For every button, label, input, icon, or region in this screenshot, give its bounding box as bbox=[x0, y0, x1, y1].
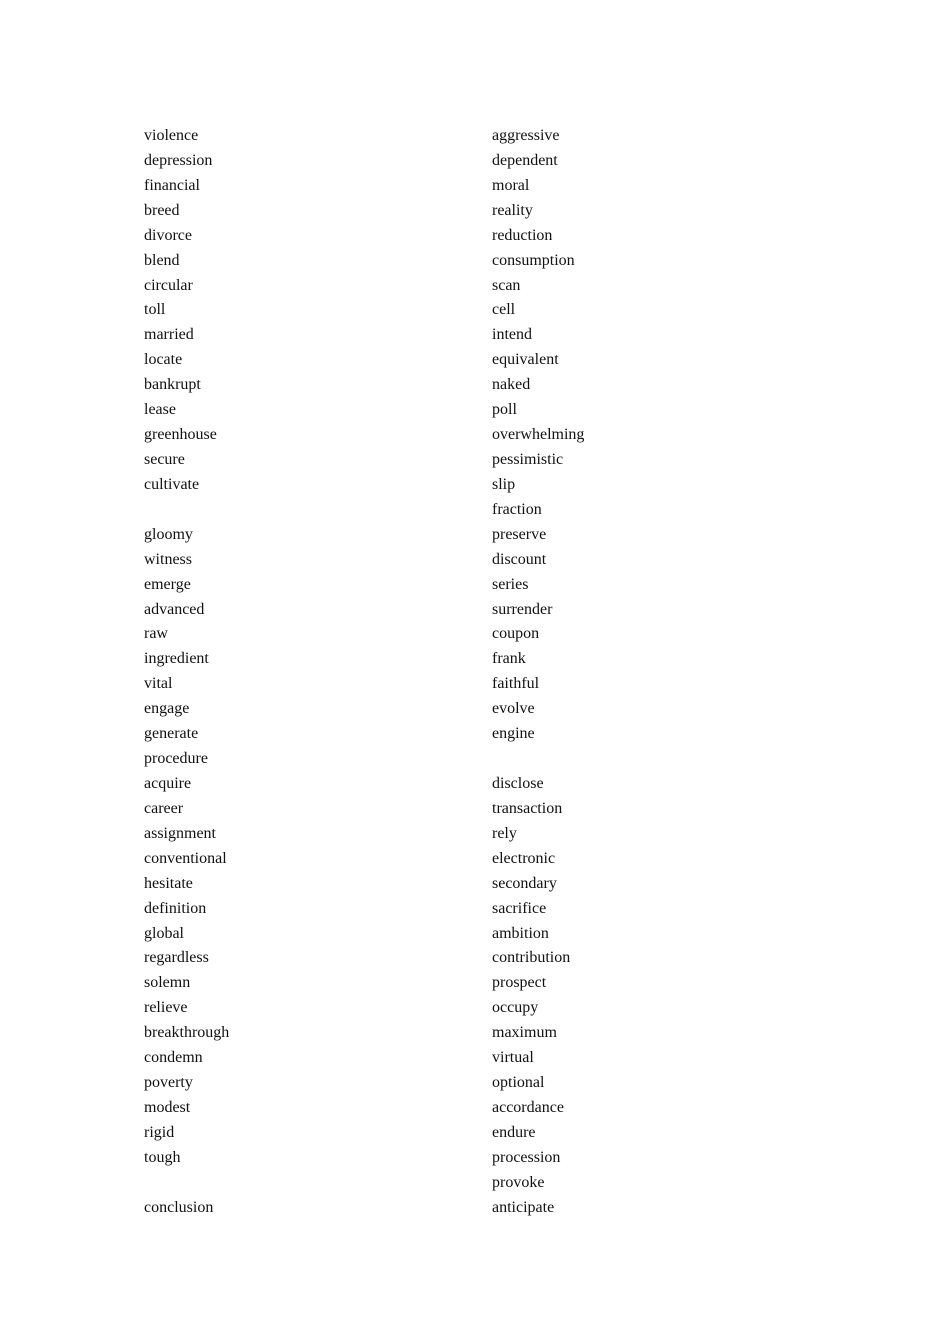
word-item: secure bbox=[144, 450, 185, 468]
word-item: naked bbox=[492, 376, 531, 394]
word-item: aggressive bbox=[492, 127, 560, 144]
word-item: witness bbox=[144, 550, 192, 568]
word-item: gloomy bbox=[144, 525, 193, 543]
word-item: occupy bbox=[492, 999, 539, 1017]
word-item: preserve bbox=[492, 525, 547, 543]
word-item: contribution bbox=[492, 949, 571, 967]
word-item: dependent bbox=[492, 151, 558, 169]
word-item: electronic bbox=[492, 849, 556, 867]
word-item: endure bbox=[492, 1123, 536, 1141]
word-item: slip bbox=[492, 475, 516, 493]
word-item: cultivate bbox=[144, 475, 200, 493]
word-item: assignment bbox=[144, 824, 216, 842]
word-item: financial bbox=[144, 176, 200, 194]
word-item: acquire bbox=[144, 774, 192, 792]
left-word-column bbox=[144, 124, 444, 1221]
word-item: frank bbox=[492, 650, 526, 668]
word-item: breakthrough bbox=[144, 1024, 230, 1042]
blank-line bbox=[144, 498, 444, 523]
word-item: provoke bbox=[492, 1173, 545, 1191]
word-item: greenhouse bbox=[144, 426, 217, 444]
word-item: accordance bbox=[492, 1098, 564, 1116]
word-item: divorce bbox=[144, 226, 192, 244]
word-item: secondary bbox=[492, 874, 557, 892]
word-item: circular bbox=[144, 276, 193, 294]
word-item: definition bbox=[144, 899, 207, 917]
word-item: series bbox=[492, 575, 529, 593]
word-item: pessimistic bbox=[492, 450, 564, 468]
word-item: overwhelming bbox=[492, 426, 585, 444]
word-item: hesitate bbox=[144, 874, 193, 892]
word-item: career bbox=[144, 799, 184, 817]
word-item: bankrupt bbox=[144, 376, 201, 394]
word-item: virtual bbox=[492, 1049, 534, 1067]
word-item: depression bbox=[144, 151, 213, 169]
word-item: equivalent bbox=[492, 351, 559, 369]
word-item: raw bbox=[144, 625, 168, 643]
word-item: locate bbox=[144, 351, 183, 369]
word-item: toll bbox=[144, 301, 166, 319]
word-item: faithful bbox=[492, 675, 540, 693]
word-item: disclose bbox=[492, 774, 544, 792]
word-item: transaction bbox=[492, 799, 563, 817]
word-item: anticipate bbox=[492, 1198, 555, 1216]
word-item: ambition bbox=[492, 924, 549, 942]
word-item: conclusion bbox=[144, 1198, 214, 1216]
word-item: married bbox=[144, 326, 194, 344]
word-item: maximum bbox=[492, 1024, 557, 1042]
word-item: fraction bbox=[492, 500, 542, 518]
word-item: global bbox=[144, 924, 184, 942]
word-item: surrender bbox=[492, 600, 553, 618]
word-item: modest bbox=[144, 1098, 191, 1116]
word-item: consumption bbox=[492, 251, 575, 269]
word-item: blend bbox=[144, 251, 180, 269]
word-item: relieve bbox=[144, 999, 188, 1017]
word-item: coupon bbox=[492, 625, 540, 643]
word-item: discount bbox=[492, 550, 547, 568]
word-item: regardless bbox=[144, 949, 209, 967]
word-item: violence bbox=[144, 127, 199, 144]
word-item: engage bbox=[144, 700, 190, 718]
word-item: rigid bbox=[144, 1123, 175, 1141]
blank-line bbox=[492, 747, 792, 772]
word-item: poverty bbox=[144, 1074, 193, 1092]
word-item: emerge bbox=[144, 575, 191, 593]
word-item: cell bbox=[492, 301, 516, 319]
word-item: intend bbox=[492, 326, 532, 344]
word-item: reduction bbox=[492, 226, 553, 244]
word-item: lease bbox=[144, 401, 176, 419]
word-item: tough bbox=[144, 1148, 181, 1166]
word-item: evolve bbox=[492, 700, 535, 718]
word-item: advanced bbox=[144, 600, 205, 618]
word-item: optional bbox=[492, 1074, 545, 1092]
word-item: moral bbox=[492, 176, 530, 194]
word-item: procession bbox=[492, 1148, 561, 1166]
word-item: condemn bbox=[144, 1049, 203, 1067]
blank-line bbox=[144, 1171, 444, 1196]
word-item: breed bbox=[144, 201, 180, 219]
word-item: engine bbox=[492, 725, 535, 743]
word-item: vital bbox=[144, 675, 173, 693]
word-item: poll bbox=[492, 401, 517, 419]
word-item: sacrifice bbox=[492, 899, 547, 917]
word-item: reality bbox=[492, 201, 533, 219]
word-item: solemn bbox=[144, 974, 191, 992]
word-item: generate bbox=[144, 725, 199, 743]
right-word-column bbox=[492, 124, 792, 1221]
word-item: procedure bbox=[144, 750, 208, 768]
word-item: conventional bbox=[144, 849, 227, 867]
word-item: ingredient bbox=[144, 650, 209, 668]
word-item: scan bbox=[492, 276, 521, 294]
word-item: rely bbox=[492, 824, 517, 842]
word-item: prospect bbox=[492, 974, 547, 992]
